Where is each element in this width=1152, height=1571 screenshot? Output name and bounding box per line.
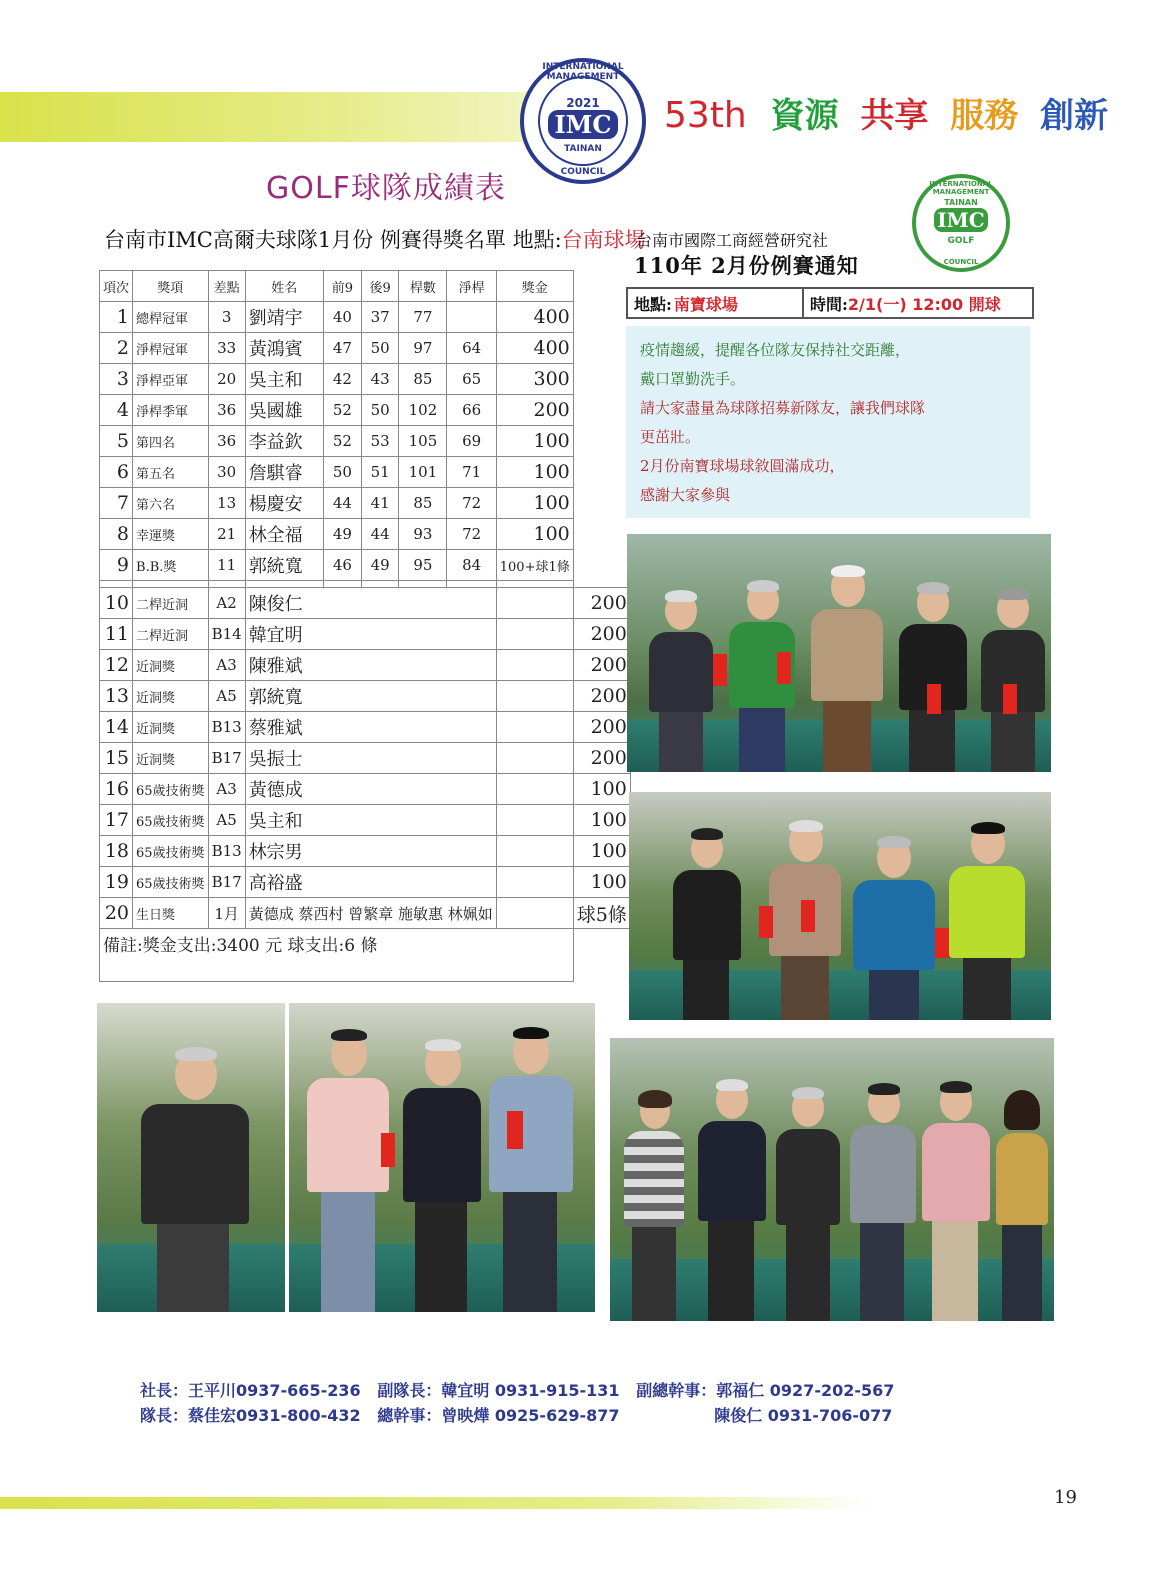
- golf-logo-ring-text: INTERNATIONAL MANAGEMENT: [929, 180, 993, 196]
- table-row: [100, 550, 631, 581]
- handicap-cell: 33: [208, 333, 245, 364]
- back9-cell: 43: [361, 364, 398, 395]
- prize-cell: 200: [573, 712, 630, 743]
- award-cell: 第四名: [133, 426, 209, 457]
- back9-cell: 41: [361, 488, 398, 519]
- table-spacer-row: [100, 581, 631, 588]
- row-number: 4: [100, 395, 133, 426]
- handicap-cell: 36: [208, 426, 245, 457]
- net-cell: 66: [447, 395, 496, 426]
- empty-cell: [496, 619, 573, 650]
- award-cell: 近洞獎: [133, 650, 209, 681]
- empty-cell: [496, 836, 573, 867]
- spacer-cell: [399, 581, 447, 588]
- spacer-cell: [361, 581, 398, 588]
- person: [645, 592, 717, 772]
- name-cell: 李益欽: [245, 426, 323, 457]
- gross-cell: 85: [399, 488, 447, 519]
- golf-logo-city: TAINAN: [944, 198, 978, 207]
- group-photo-2: [629, 792, 1051, 1020]
- golf-logo-ring-bottom-text: COUNCIL: [943, 258, 979, 266]
- gross-cell: 97: [399, 333, 447, 364]
- person: [303, 1032, 393, 1312]
- prize-cell: 200: [573, 681, 630, 712]
- award-cell: 近洞獎: [133, 681, 209, 712]
- front9-cell: 44: [323, 488, 361, 519]
- spacer-cell: [447, 581, 496, 588]
- table-row: [100, 774, 631, 805]
- motto-edition: 53th: [664, 95, 747, 136]
- award-cell: 總桿冠軍: [133, 302, 209, 333]
- name-cell: 陳俊仁: [245, 588, 496, 619]
- contact-list: [140, 1378, 894, 1428]
- contact-line: 隊長：蔡佳宏0931-800-432 總幹事：曾映燁 0925-629-877 陳俊仁 0931-706-077: [140, 1406, 893, 1425]
- table-row: [100, 867, 631, 898]
- col-header: 淨桿: [447, 271, 496, 302]
- row-number: 19: [100, 867, 133, 898]
- table-row: [100, 519, 631, 550]
- spacer-cell: [208, 581, 245, 588]
- notice-heading: 110年 2月份例賽通知: [634, 253, 859, 278]
- red-envelope: [759, 906, 773, 938]
- prize-cell: 200: [573, 743, 630, 774]
- hole-cell: A5: [208, 681, 245, 712]
- col-header: 獎金: [496, 271, 573, 302]
- logo-ring-text: INTERNATIONAL MANAGEMENT: [542, 62, 624, 82]
- prize-cell: 100: [573, 867, 630, 898]
- notice-line: 2月份南寶球場球敘圓滿成功，: [640, 457, 845, 475]
- back9-cell: 44: [361, 519, 398, 550]
- logo-year: 2021: [566, 96, 600, 110]
- front9-cell: 50: [323, 457, 361, 488]
- table-row: [100, 588, 631, 619]
- row-number: 18: [100, 836, 133, 867]
- hole-cell: B17: [208, 867, 245, 898]
- prize-cell: 300: [496, 364, 573, 395]
- award-cell: 近洞獎: [133, 743, 209, 774]
- hole-cell: 1月: [208, 898, 245, 929]
- motto-word-4: 創新: [1040, 96, 1109, 136]
- award-cell: 65歲技術獎: [133, 805, 209, 836]
- row-number: 2: [100, 333, 133, 364]
- person: [669, 830, 745, 1020]
- table-row: [100, 836, 631, 867]
- gross-cell: 85: [399, 364, 447, 395]
- front9-cell: 46: [323, 550, 361, 581]
- prize-cell: 100: [573, 836, 630, 867]
- prize-cell: 100: [496, 519, 573, 550]
- red-envelope: [713, 654, 727, 686]
- prize-cell: 100: [496, 457, 573, 488]
- name-cell: 林全福: [245, 519, 323, 550]
- person: [848, 1085, 918, 1321]
- speaker-photo: [97, 1003, 285, 1312]
- person: [895, 584, 971, 772]
- row-number: 20: [100, 898, 133, 929]
- person: [399, 1042, 485, 1312]
- results-title-text: 台南市IMC高爾夫球隊1月份 例賽得獎名單 地點:: [104, 228, 562, 252]
- table-row: [100, 364, 631, 395]
- net-cell: 64: [447, 333, 496, 364]
- row-number: 6: [100, 457, 133, 488]
- handicap-cell: 3: [208, 302, 245, 333]
- table-row: [100, 457, 631, 488]
- person: [849, 838, 939, 1020]
- spacer-cell: [323, 581, 361, 588]
- person: [774, 1089, 842, 1321]
- name-cell: 黃鴻賓: [245, 333, 323, 364]
- prize-cell: 100: [573, 774, 630, 805]
- row-number: 17: [100, 805, 133, 836]
- handicap-cell: 30: [208, 457, 245, 488]
- prize-cell: 200: [573, 619, 630, 650]
- notice-line: 更茁壯。: [640, 428, 701, 446]
- name-cell: 吳振士: [245, 743, 496, 774]
- red-envelope: [935, 928, 949, 958]
- prize-cell: 100: [496, 488, 573, 519]
- name-cell: 吳主和: [245, 805, 496, 836]
- prize-cell: 100: [496, 426, 573, 457]
- row-number: 15: [100, 743, 133, 774]
- back9-cell: 53: [361, 426, 398, 457]
- red-envelope: [381, 1133, 395, 1167]
- net-cell: 72: [447, 488, 496, 519]
- award-cell: B.B.獎: [133, 550, 209, 581]
- table-row: [100, 681, 631, 712]
- person: [807, 567, 887, 772]
- table-row: [100, 743, 631, 774]
- imc-golf-logo: [912, 174, 1010, 272]
- hole-cell: B14: [208, 619, 245, 650]
- name-cell: 黃德成 蔡西村 曾繁章 施敏惠 林姵如: [245, 898, 496, 929]
- person: [696, 1081, 768, 1321]
- row-number: 10: [100, 588, 133, 619]
- gross-cell: 93: [399, 519, 447, 550]
- prize-cell: 200: [496, 395, 573, 426]
- name-cell: 吳國雄: [245, 395, 323, 426]
- org-name: 台南市國際工商經營研究社: [636, 231, 829, 250]
- empty-cell: [496, 650, 573, 681]
- person: [977, 590, 1049, 772]
- row-number: 3: [100, 364, 133, 395]
- contact-line: 社長：王平川0937-665-236 副隊長：韓宜明 0931-915-131 副總幹事：郭福仁 0927-202-567: [140, 1381, 895, 1400]
- note-cell: 備註:獎金支出:3400 元 球支出:6 條: [100, 929, 574, 982]
- name-cell: 林宗男: [245, 836, 496, 867]
- gross-cell: 77: [399, 302, 447, 333]
- gross-cell: 105: [399, 426, 447, 457]
- location-value: 南寶球場: [673, 294, 738, 314]
- footer-accent-bar: [0, 1497, 870, 1509]
- table-row: [100, 395, 631, 426]
- award-cell: 淨桿亞軍: [133, 364, 209, 395]
- col-header: 桿數: [399, 271, 447, 302]
- time-cell: [804, 289, 1001, 317]
- award-cell: 生日獎: [133, 898, 209, 929]
- col-header: 姓名: [245, 271, 323, 302]
- time-value: 2/1(一) 12:00 開球: [847, 294, 1001, 314]
- name-cell: 詹騏睿: [245, 457, 323, 488]
- gross-cell: 102: [399, 395, 447, 426]
- red-envelope: [507, 1111, 523, 1149]
- red-envelope: [1003, 684, 1017, 714]
- motto-word-1: 資源: [770, 96, 839, 136]
- table-row: [100, 619, 631, 650]
- person: [622, 1093, 686, 1321]
- row-number: 1: [100, 302, 133, 333]
- name-cell: 郭統寬: [245, 550, 323, 581]
- person: [137, 1050, 253, 1312]
- award-cell: 淨桿冠軍: [133, 333, 209, 364]
- back9-cell: 51: [361, 457, 398, 488]
- empty-cell: [496, 681, 573, 712]
- hole-cell: A2: [208, 588, 245, 619]
- prize-cell: 球5條: [573, 898, 630, 929]
- handicap-cell: 13: [208, 488, 245, 519]
- row-number: 9: [100, 550, 133, 581]
- table-row: [100, 898, 631, 929]
- hole-cell: A3: [208, 650, 245, 681]
- table-row: [100, 650, 631, 681]
- award-cell: 65歲技術獎: [133, 774, 209, 805]
- row-number: 8: [100, 519, 133, 550]
- table-row: [100, 302, 631, 333]
- prize-cell: 100+球1條: [496, 550, 573, 581]
- net-cell: 71: [447, 457, 496, 488]
- spacer-cell: [245, 581, 323, 588]
- front9-cell: 52: [323, 426, 361, 457]
- person: [945, 824, 1029, 1020]
- col-header: 前9: [323, 271, 361, 302]
- person: [920, 1083, 992, 1321]
- handicap-cell: 20: [208, 364, 245, 395]
- award-cell: 65歲技術獎: [133, 836, 209, 867]
- name-cell: 劉靖宇: [245, 302, 323, 333]
- hole-cell: B13: [208, 836, 245, 867]
- table-row: [100, 333, 631, 364]
- gross-cell: 95: [399, 550, 447, 581]
- prize-cell: 200: [573, 650, 630, 681]
- motto: [664, 88, 1108, 137]
- group-photo-4: [610, 1038, 1054, 1321]
- logo-city: TAINAN: [564, 144, 602, 154]
- award-cell: 近洞獎: [133, 712, 209, 743]
- back9-cell: 50: [361, 333, 398, 364]
- results-title: [104, 224, 646, 254]
- net-cell: 69: [447, 426, 496, 457]
- net-cell: [447, 302, 496, 333]
- hole-cell: A5: [208, 805, 245, 836]
- table-row: [100, 712, 631, 743]
- net-cell: 84: [447, 550, 496, 581]
- hole-cell: B13: [208, 712, 245, 743]
- name-cell: 陳雅斌: [245, 650, 496, 681]
- net-cell: 72: [447, 519, 496, 550]
- location-cell: [628, 289, 804, 317]
- spacer-cell: [133, 581, 209, 588]
- col-header: 差點: [208, 271, 245, 302]
- row-number: 16: [100, 774, 133, 805]
- front9-cell: 42: [323, 364, 361, 395]
- row-number: 5: [100, 426, 133, 457]
- row-number: 14: [100, 712, 133, 743]
- notice-line: 戴口罩勤洗手。: [640, 370, 746, 388]
- row-number: 13: [100, 681, 133, 712]
- location-label: 地點:: [634, 294, 672, 314]
- notice-line: 感謝大家參與: [640, 486, 731, 504]
- award-cell: 二桿近洞: [133, 588, 209, 619]
- person: [994, 1093, 1050, 1321]
- award-cell: 二桿近洞: [133, 619, 209, 650]
- back9-cell: 37: [361, 302, 398, 333]
- name-cell: 高裕盛: [245, 867, 496, 898]
- table-row: [100, 488, 631, 519]
- results-table: [99, 270, 631, 982]
- imc-logo: [520, 58, 646, 184]
- person: [485, 1030, 577, 1312]
- results-venue: 台南球場: [561, 228, 646, 252]
- table-row: [100, 805, 631, 836]
- empty-cell: [496, 743, 573, 774]
- front9-cell: 47: [323, 333, 361, 364]
- prize-cell: 400: [496, 302, 573, 333]
- logo-abbr: IMC: [548, 110, 618, 139]
- award-cell: 幸運獎: [133, 519, 209, 550]
- name-cell: 黃德成: [245, 774, 496, 805]
- motto-word-3: 服務: [950, 96, 1019, 136]
- notice-line: 請大家盡量為球隊招募新隊友，讓我們球隊: [640, 399, 926, 417]
- handicap-cell: 11: [208, 550, 245, 581]
- front9-cell: 49: [323, 519, 361, 550]
- col-header: 後9: [361, 271, 398, 302]
- spacer-cell: [496, 581, 573, 588]
- award-cell: 第五名: [133, 457, 209, 488]
- page-number: 19: [1054, 1487, 1077, 1508]
- handicap-cell: 36: [208, 395, 245, 426]
- note-row: [100, 929, 631, 982]
- award-cell: 第六名: [133, 488, 209, 519]
- gross-cell: 101: [399, 457, 447, 488]
- prize-cell: 400: [496, 333, 573, 364]
- empty-cell: [496, 805, 573, 836]
- empty-cell: [496, 774, 573, 805]
- group-photo-3: [289, 1003, 595, 1312]
- time-label: 時間:: [810, 294, 848, 314]
- prize-cell: 100: [573, 805, 630, 836]
- notice-info-bar: [626, 287, 1034, 319]
- hole-cell: A3: [208, 774, 245, 805]
- front9-cell: 52: [323, 395, 361, 426]
- hole-cell: B17: [208, 743, 245, 774]
- name-cell: 蔡雅斌: [245, 712, 496, 743]
- notice-line: 疫情趨緩，提醒各位隊友保持社交距離，: [640, 341, 911, 359]
- motto-word-2: 共享: [860, 96, 929, 136]
- name-cell: 韓宜明: [245, 619, 496, 650]
- table-header-row: [100, 271, 631, 302]
- row-number: 11: [100, 619, 133, 650]
- table-row: [100, 426, 631, 457]
- empty-cell: [496, 712, 573, 743]
- empty-cell: [496, 867, 573, 898]
- empty-cell: [496, 898, 573, 929]
- back9-cell: 50: [361, 395, 398, 426]
- golf-logo-abbr: IMC: [934, 208, 988, 232]
- back9-cell: 49: [361, 550, 398, 581]
- net-cell: 65: [447, 364, 496, 395]
- logo-ring-bottom-text: COUNCIL: [560, 167, 606, 177]
- header-accent-bar: [0, 92, 560, 142]
- row-number: 7: [100, 488, 133, 519]
- award-cell: 淨桿季軍: [133, 395, 209, 426]
- empty-cell: [496, 588, 573, 619]
- red-envelope: [777, 652, 791, 684]
- notice-box: [626, 326, 1030, 518]
- red-envelope: [801, 900, 815, 932]
- spacer-cell: [100, 581, 133, 588]
- row-number: 12: [100, 650, 133, 681]
- logo-inner-ring: [538, 76, 628, 166]
- section-title: GOLF球隊成績表: [266, 171, 506, 206]
- handicap-cell: 21: [208, 519, 245, 550]
- prize-cell: 200: [573, 588, 630, 619]
- col-header: 獎項: [133, 271, 209, 302]
- name-cell: 吳主和: [245, 364, 323, 395]
- group-photo-1: [627, 534, 1051, 772]
- col-header: 項次: [100, 271, 133, 302]
- name-cell: 郭統寬: [245, 681, 496, 712]
- red-envelope: [927, 684, 941, 714]
- golf-logo-sub: GOLF: [947, 236, 975, 246]
- award-cell: 65歲技術獎: [133, 867, 209, 898]
- name-cell: 楊慶安: [245, 488, 323, 519]
- front9-cell: 40: [323, 302, 361, 333]
